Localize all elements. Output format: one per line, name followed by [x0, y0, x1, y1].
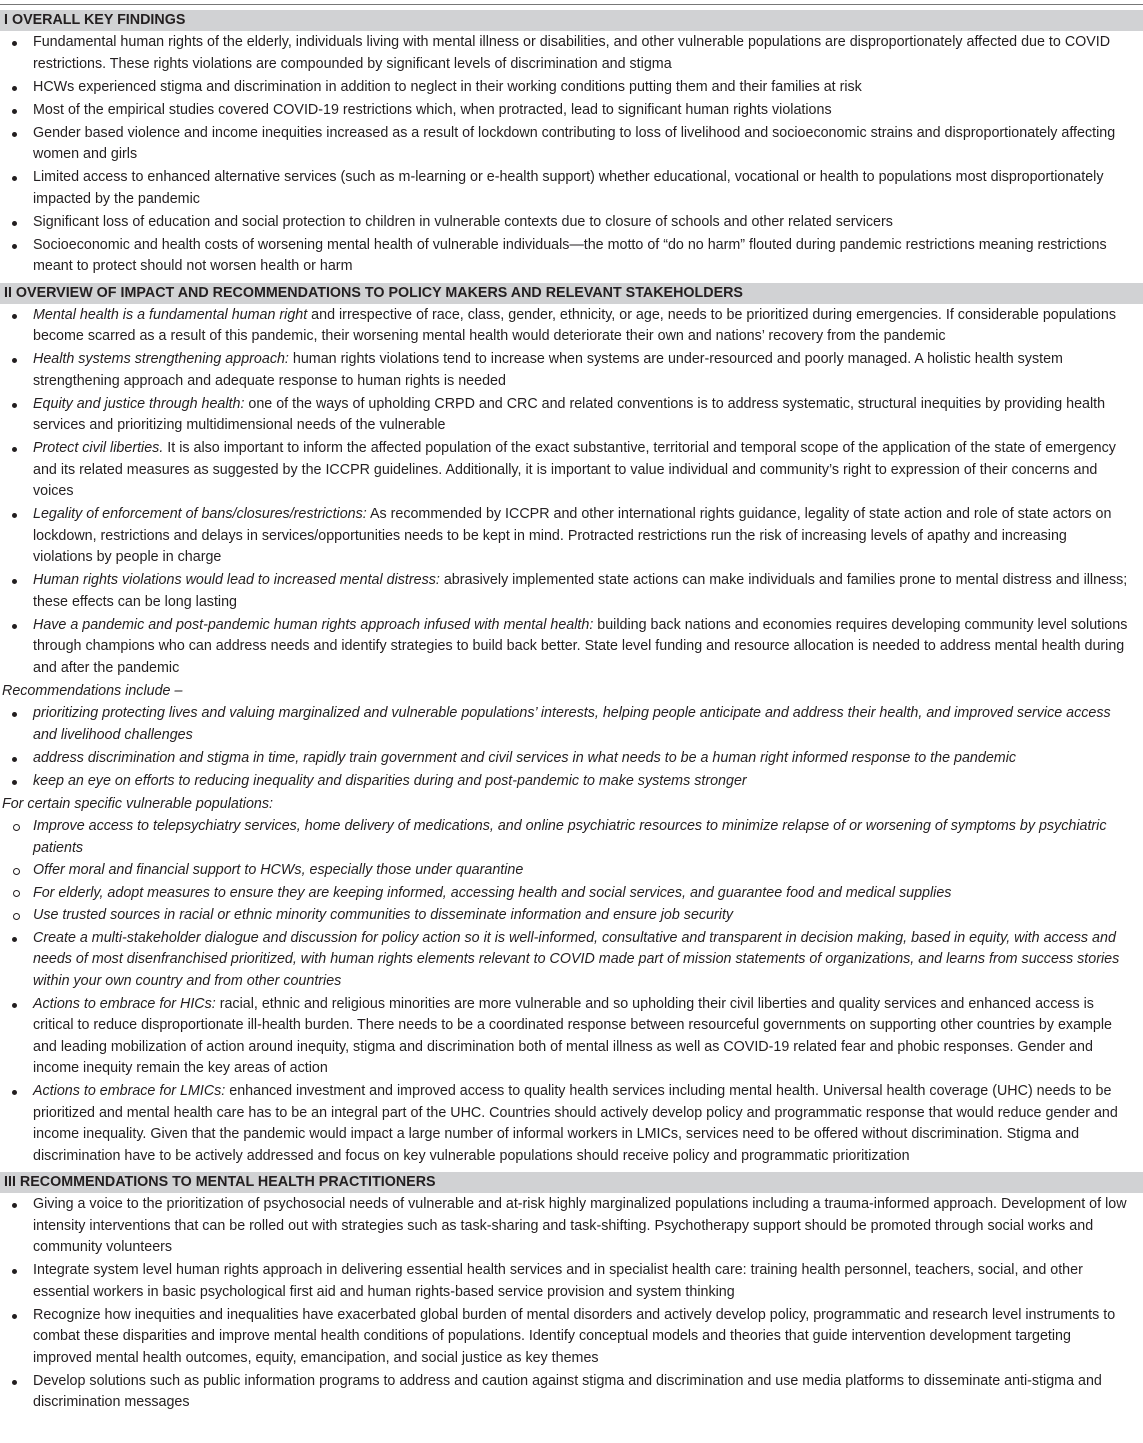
list-item	[0, 349, 1143, 392]
sub-list-item: Use trusted sources in racial or ethnic minority communities to disseminate information and ensure job security	[0, 905, 1143, 927]
list-item: address discrimination and stigma in time, rapidly train government and civil services in what needs to be a human right informed response to the pandemic	[0, 748, 1143, 770]
list-item	[0, 438, 1143, 503]
specific-populations-list	[0, 816, 1143, 927]
item-lead: Actions to embrace for HICs:	[33, 995, 216, 1012]
list-item: Create a multi-stakeholder dialogue and discussion for policy action so it is well-informed, consultative and transparent in decision making, based in equity, with access and needs of most disenfranchised prioritized, with human rights elements relevant to COVID made part of mission statements of organizations, and learns from success stories within your own country and from other countries	[0, 928, 1143, 993]
item-text: enhanced investment and improved access to quality health services including mental health. Universal health coverage (UHC) needs to be prioritized and mental health care has to be an integral part of the UHC. Countries should actively develop policy and programmatic response that would reduce gender and income inequality. Given that the pandemic would impact a large number of informal workers in LMICs, services need to be offered without discrimination. Stigma and discrimination have to be actively addressed and focus on key vulnerable populations should receive policy and programmatic prioritization	[33, 1083, 1118, 1164]
list-item: Gender based violence and income inequities increased as a result of lockdown contributing to loss of livelihood and socioeconomic strains and disproportionately affecting women and girls	[0, 123, 1143, 166]
list-item	[0, 394, 1143, 437]
item-text: and irrespective of race, class, gender, ethnicity, or age, needs to be prioritized during emergencies. If considerable populations become scarred as a result of this pandemic, their worsening mental health would deteriorate their own and nations’ recovery from the pandemic	[33, 306, 1116, 344]
item-text: abrasively implemented state actions can make individuals and families prone to mental distress and illness; these effects can be long lasting	[33, 572, 1128, 610]
list-item	[0, 615, 1143, 680]
list-item: prioritizing protecting lives and valuing marginalized and vulnerable populations’ interests, helping people anticipate and address their health, and improved service access and livelihood challenges	[0, 703, 1143, 746]
item-lead: Actions to embrace for LMICs:	[33, 1083, 226, 1099]
item-lead: Legality of enforcement of bans/closures/restrictions:	[33, 506, 367, 522]
recommendations-intro: Recommendations include –	[2, 682, 183, 699]
sub-list-item: Offer moral and financial support to HCWs, especially those under quarantine	[0, 860, 1143, 882]
list-item: Recognize how inequities and inequalities have exacerbated global burden of mental disorders and actively develop policy, programmatic and research level instruments to combat these disparities and improve mental health conditions of populations. Identify conceptual models and theories that guide intervention development targeting improved mental health outcomes, equity, emancipation, and social justice as key themes	[0, 1305, 1143, 1370]
sub-list-item: Improve access to telepsychiatry services, home delivery of medications, and online psychiatric resources to minimize relapse of or worsening of symptoms by psychiatric patients	[0, 816, 1143, 859]
list-item: Most of the empirical studies covered COVID-19 restrictions which, when protracted, lead to significant human rights violations	[0, 100, 1143, 122]
item-text: As recommended by ICCPR and other international rights guidance, legality of state action and role of state actors on lockdown, restrictions and delays in services/opportunities needs to be kept in mind. Protracted restrictions run the risk of increasing levels of apathy and increasing violations by people in charge	[33, 506, 1112, 565]
list-item	[0, 305, 1143, 348]
list-item: Integrate system level human rights approach in delivering essential health services and in specialist health care: training health personnel, teachers, social, and other essential workers in basic psychological first aid and human rights-based service provision and system thinking	[0, 1260, 1143, 1303]
item-lead: Protect civil liberties.	[33, 440, 164, 456]
item-lead: Equity and justice through health:	[33, 395, 245, 412]
list-item: Socioeconomic and health costs of worsening mental health of vulnerable individuals—the motto of “do no harm” flouted during pandemic restrictions meaning restrictions meant to protect should not worsen health or harm	[0, 235, 1143, 278]
list-item: Giving a voice to the prioritization of psychosocial needs of vulnerable and at-risk highly marginalized populations including a trauma-informed approach. Development of low intensity interventions that can be rolled out with strategies such as task-sharing and task-shifting. Psychotherapy support should be promoted through social works and community volunteers	[0, 1194, 1143, 1259]
item-text: one of the ways of upholding CRPD and CRC and related conventions is to address systematic, structural inequities by providing health services and prioritizing multidimensional needs of the vulnerable	[33, 395, 1106, 433]
section-heading-practitioners: III RECOMMENDATIONS TO MENTAL HEALTH PRACTITIONERS	[0, 1172, 1143, 1193]
list-item: Fundamental human rights of the elderly, individuals living with mental illness or disabilities, and other vulnerable populations are disproportionately affected due to COVID restrictions. These rights violations are compounded by significant levels of discrimination and stigma	[0, 32, 1143, 75]
list-item: HCWs experienced stigma and discrimination in addition to neglect in their working conditions putting them and their families at risk	[0, 77, 1143, 99]
item-text: human rights violations tend to increase when systems are under-resourced and poorly managed. A holistic health system strengthening approach and adequate response to human rights is needed	[33, 351, 1063, 389]
list-item: Develop solutions such as public information programs to address and caution against stigma and discrimination and use media platforms to disseminate anti-stigma and discrimination messages	[0, 1371, 1143, 1414]
list-item	[0, 504, 1143, 569]
item-lead: Mental health is a fundamental human right	[33, 306, 308, 323]
section-heading-policy: II OVERVIEW OF IMPACT AND RECOMMENDATIONS TO POLICY MAKERS AND RELEVANT STAKEHOLDERS	[0, 283, 1143, 304]
specific-populations-intro: For certain specific vulnerable populations:	[2, 795, 273, 812]
key-findings-list	[0, 32, 1143, 278]
practitioners-list	[0, 1194, 1143, 1414]
list-item	[0, 1081, 1143, 1167]
list-item: keep an eye on efforts to reducing inequality and disparities during and post-pandemic to make systems stronger	[0, 771, 1143, 793]
list-item	[0, 994, 1143, 1080]
item-lead: Have a pandemic and post-pandemic human rights approach infused with mental health:	[33, 616, 594, 633]
section-heading-key-findings: I OVERALL KEY FINDINGS	[0, 10, 1143, 31]
list-item	[0, 570, 1143, 613]
item-lead: Health systems strengthening approach:	[33, 351, 289, 367]
list-item: Limited access to enhanced alternative services (such as m-learning or e-health support) whether educational, vocational or health to populations most disproportionately impacted by the pandemic	[0, 167, 1143, 210]
closing-actions-list	[0, 928, 1143, 1168]
item-lead: Human rights violations would lead to increased mental distress:	[33, 572, 440, 588]
recommendations-list	[0, 703, 1143, 792]
table-top-rule	[0, 4, 1143, 5]
policy-list	[0, 305, 1143, 680]
item-text: It is also important to inform the affected population of the exact substantive, territorial and temporal scope of the application of the state of emergency and its related measures as suggested by the ICCPR guidelines. Additionally, it is important to value individual and community’s right to expression of their concerns and voices	[33, 440, 1116, 499]
item-text: racial, ethnic and religious minorities are more vulnerable and so upholding their civil liberties and quality services and enhanced access is critical to reduce disproportionate ill-health burden. There needs to be a coordinated response between resourceful governments on supporting other countries by example and leading mobilization of action around inequity, stigma and discrimination both of mental illness as well as COVID-19 related fear and phobic responses. Gender and income inequity remain the key areas of action	[33, 995, 1113, 1076]
sub-list-item: For elderly, adopt measures to ensure they are keeping informed, accessing health and social services, and guarantee food and medical supplies	[0, 883, 1143, 905]
item-text: building back nations and economies requires developing community level solutions through champions who can address needs and identify strategies to build back better. State level funding and resource allocation is needed to address mental health during and after the pandemic	[33, 616, 1128, 676]
list-item: Significant loss of education and social protection to children in vulnerable contexts due to closure of schools and other related servicers	[0, 212, 1143, 234]
